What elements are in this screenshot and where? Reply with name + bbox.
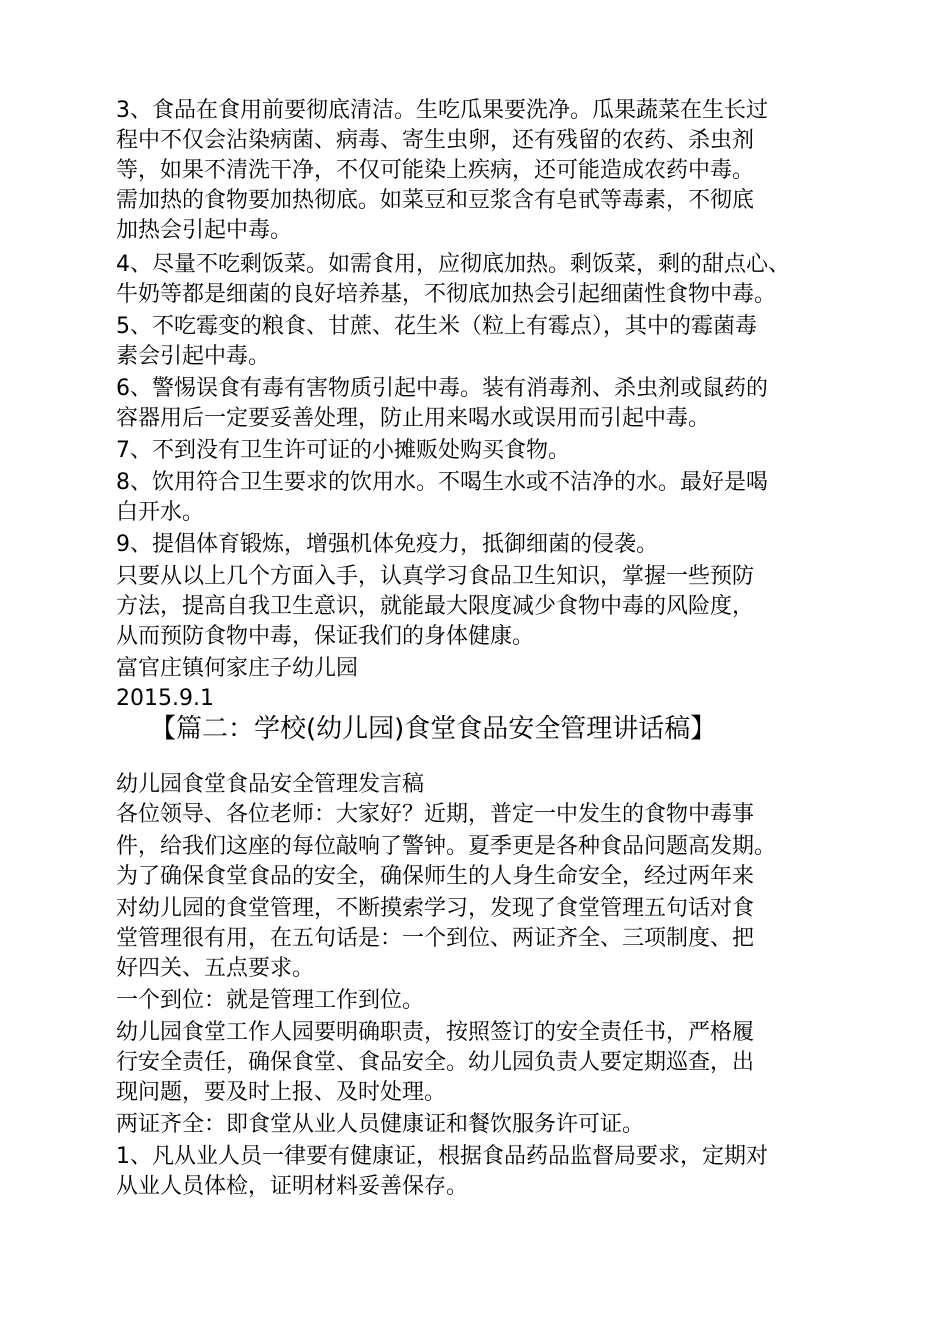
text-line: 加热会引起中毒。 bbox=[116, 218, 293, 243]
text-line: 等，如果不清洗干净，不仅可能染上疾病，还可能造成农药中毒。 bbox=[116, 158, 755, 183]
text-line: 对幼儿园的食堂管理，不断摸索学习，发现了食堂管理五句话对食 bbox=[116, 896, 755, 921]
text-line: 牛奶等都是细菌的良好培养基，不彻底加热会引起细菌性食物中毒。 bbox=[116, 282, 777, 307]
text-line: 行安全责任，确保食堂、食品安全。幼儿园负责人要定期巡查，出 bbox=[116, 1050, 755, 1075]
text-line: 从业人员体检，证明材料妥善保存。 bbox=[116, 1174, 469, 1199]
text-line: 容器用后一定要妥善处理，防止用来喝水或误用而引起中毒。 bbox=[116, 406, 711, 431]
text-line: 从而预防食物中毒，保证我们的身体健康。 bbox=[116, 624, 535, 649]
text-line: 4、尽量不吃剩饭菜。如需食用，应彻底加热。剩饭菜，剩的甜点心、 bbox=[116, 252, 790, 277]
text-line: 9、提倡体育锻炼，增强机体免疫力，抵御细菌的侵袭。 bbox=[116, 532, 658, 557]
text-line: 一个到位：就是管理工作到位。 bbox=[116, 988, 425, 1013]
text-line: 两证齐全：即食堂从业人员健康证和餐饮服务许可证。 bbox=[116, 1112, 645, 1137]
text-line: 1、凡从业人员一律要有健康证，根据食品药品监督局要求，定期对 bbox=[116, 1144, 768, 1169]
text-line: 件，给我们这座的每位敲响了警钟。夏季更是各种食品问题高发期。 bbox=[116, 834, 777, 859]
text-line: 需加热的食物要加热彻底。如菜豆和豆浆含有皂甙等毒素，不彻底 bbox=[116, 188, 755, 213]
text-line: 幼儿园食堂食品安全管理发言稿 bbox=[116, 772, 425, 797]
text-line: 白开水。 bbox=[116, 500, 205, 525]
text-line: 程中不仅会沾染病菌、病毒、寄生虫卵，还有残留的农药、杀虫剂 bbox=[116, 128, 755, 153]
text-line: 7、不到没有卫生许可证的小摊贩处购买食物。 bbox=[116, 438, 570, 463]
text-line: 方法，提高自我卫生意识，就能最大限度减少食物中毒的风险度， bbox=[116, 594, 755, 619]
signature-date: 2015.9.1 bbox=[116, 686, 214, 711]
text-line: 只要从以上几个方面入手，认真学习食品卫生知识，掌握一些预防 bbox=[116, 564, 755, 589]
text-line: 好四关、五点要求。 bbox=[116, 956, 315, 981]
text-line: 为了确保食堂食品的安全，确保师生的人身生命安全，经过两年来 bbox=[116, 864, 755, 889]
text-line: 8、饮用符合卫生要求的饮用水。不喝生水或不洁净的水。最好是喝 bbox=[116, 470, 768, 495]
signature-org: 富官庄镇何家庄子幼儿园 bbox=[116, 656, 359, 681]
text-line: 各位领导、各位老师：大家好？近期，普定一中发生的食物中毒事 bbox=[116, 802, 755, 827]
section-heading: 【篇二：学校(幼儿园)食堂食品安全管理讲话稿】 bbox=[150, 714, 717, 744]
text-line: 幼儿园食堂工作人园要明确职责，按照签订的安全责任书，严格履 bbox=[116, 1020, 755, 1045]
text-line: 3、食品在食用前要彻底清洁。生吃瓜果要洗净。瓜果蔬菜在生长过 bbox=[116, 98, 768, 123]
text-line: 现问题，要及时上报、及时处理。 bbox=[116, 1080, 447, 1105]
text-line: 5、不吃霉变的粮食、甘蔗、花生米（粒上有霉点），其中的霉菌毒 bbox=[116, 314, 757, 339]
text-line: 堂管理很有用，在五句话是：一个到位、两证齐全、三项制度、把 bbox=[116, 926, 755, 951]
text-line: 素会引起中毒。 bbox=[116, 344, 271, 369]
text-line: 6、警惕误食有毒有害物质引起中毒。装有消毒剂、杀虫剂或鼠药的 bbox=[116, 376, 768, 401]
